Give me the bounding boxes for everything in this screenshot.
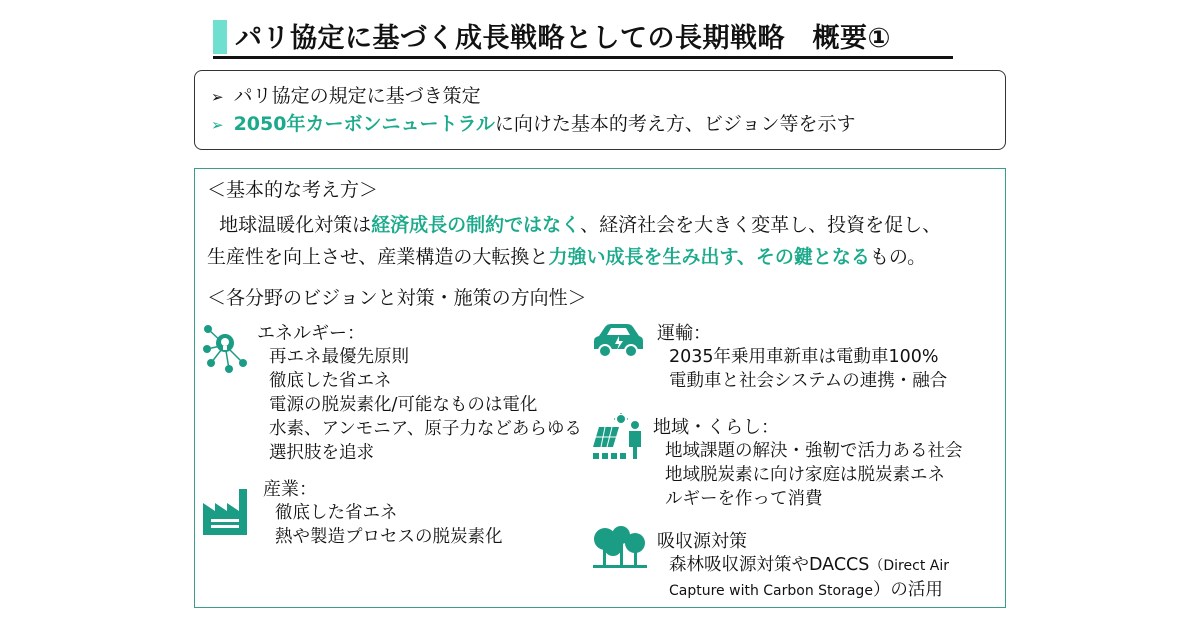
factory-icon <box>201 485 251 537</box>
field-industry-title: 産業： <box>263 479 317 500</box>
list-item: 熱や製造プロセスの脱炭素化 <box>275 527 503 547</box>
list-item: ルギーを作って消費 <box>665 489 823 509</box>
list-item: 徹底した省エネ <box>269 371 392 391</box>
title-underline <box>213 56 953 59</box>
basic-line1-c: 、経済社会を大きく変革し、投資を促し、 <box>580 214 942 236</box>
list-item: 電源の脱炭素化/可能なものは電化 <box>269 395 538 415</box>
basic-line2-b: 力強い成長を生み出す、その鍵となる <box>548 246 870 268</box>
list-item: 水素、アンモニア、原子力などあらゆる <box>269 419 582 439</box>
field-sink-title: 吸収源対策 <box>657 531 747 552</box>
sink-item2-a: Capture with Carbon Storage <box>669 583 873 599</box>
field-transport <box>657 319 947 393</box>
list-item: 2035年乗用車新車は電動車100% <box>669 347 939 367</box>
list-item: 選択肢を追求 <box>269 443 374 463</box>
main-box <box>194 168 1006 608</box>
summary-bullet-2-text: に向けた基本的考え方、ビジョン等を示す <box>494 113 856 135</box>
field-energy <box>257 319 582 465</box>
title-accent-bar <box>213 20 227 54</box>
solar-panel-farmer-icon <box>591 413 645 461</box>
lightbulb-network-icon <box>201 319 249 373</box>
basic-line2-c: もの。 <box>869 246 927 268</box>
sink-item1-a: 森林吸収源対策やDACCS <box>669 555 870 575</box>
sink-item1-b: （Direct Air <box>869 558 949 574</box>
basic-paragraph <box>207 209 997 273</box>
summary-bullet-1-text: パリ協定の規定に基づき策定 <box>233 85 481 107</box>
field-industry <box>263 475 503 549</box>
list-item: 地域脱炭素に向け家庭は脱炭素エネ <box>665 465 945 485</box>
bullet-arrow-icon: ➢ <box>211 88 224 106</box>
vision-heading: ＜各分野のビジョンと対策・施策の方向性＞ <box>207 287 587 309</box>
list-item <box>669 578 949 603</box>
forest-trees-icon <box>591 525 649 571</box>
bullet-arrow-icon: ➢ <box>211 116 224 134</box>
basic-line1-b: 経済成長の制約ではなく <box>371 214 581 236</box>
summary-box <box>194 70 1006 150</box>
list-item: 再エネ最優先原則 <box>269 347 409 367</box>
sink-item2-b: ）の活用 <box>872 580 943 600</box>
field-transport-title: 運輸： <box>657 323 711 344</box>
list-item: 地域課題の解決・強靭で活力ある社会 <box>665 441 963 461</box>
basic-line2-a: 生産性を向上させ、産業構造の大転換と <box>207 246 549 268</box>
list-item: 徹底した省エネ <box>275 503 398 523</box>
field-region-title: 地域・くらし： <box>653 417 779 438</box>
field-energy-title: エネルギー： <box>257 323 365 344</box>
basic-line1-a: 地球温暖化対策は <box>219 214 372 236</box>
summary-highlight: 2050年カーボンニュートラル <box>233 113 495 135</box>
field-region <box>653 413 963 511</box>
field-sink <box>657 527 949 603</box>
list-item <box>669 553 949 578</box>
electric-car-icon <box>591 321 645 361</box>
page-title: パリ協定に基づく成長戦略としての長期戦略 概要① <box>235 23 891 54</box>
list-item: 電動車と社会システムの連携・融合 <box>669 371 948 391</box>
summary-bullet-2 <box>211 111 989 139</box>
summary-bullet-1 <box>211 83 989 111</box>
basic-heading: ＜基本的な考え方＞ <box>207 179 379 201</box>
title-area <box>213 14 953 58</box>
